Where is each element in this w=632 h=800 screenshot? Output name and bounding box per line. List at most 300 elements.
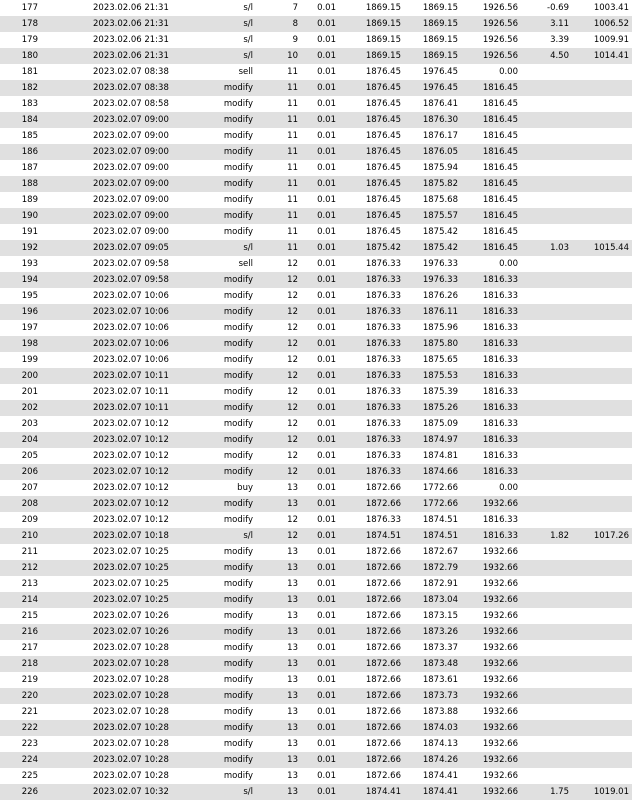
order-cell: 13 [287,547,298,557]
balance-cell [572,640,629,656]
order-cell: 9 [292,35,298,45]
type-cell: s/l [243,51,253,61]
type-cell: modify [223,451,253,461]
row-number-cell: 212 [21,563,38,573]
table-row [0,192,632,208]
row-number-cell: 215 [21,611,38,621]
order-cell: 13 [287,787,298,797]
take-profit-cell: 1816.45 [482,131,518,141]
row-number-cell: 186 [21,147,38,157]
profit-cell [522,608,569,624]
balance-cell [572,768,629,784]
size-cell: 0.01 [317,259,336,269]
stop-loss-cell: 1976.45 [422,83,458,93]
table-row [0,32,632,48]
type-cell: modify [223,419,253,429]
type-cell: sell [238,67,253,77]
type-cell: modify [223,675,253,685]
type-cell: modify [223,307,253,317]
order-cell: 13 [287,739,298,749]
price-cell: 1876.45 [365,67,401,77]
stop-loss-cell: 1976.45 [422,67,458,77]
table-row [0,368,632,384]
time-cell: 2023.02.07 10:25 [93,579,169,589]
stop-loss-cell: 1872.79 [422,563,458,573]
profit-cell [522,208,569,224]
type-cell: modify [223,643,253,653]
table-row [0,720,632,736]
profit-cell [522,624,569,640]
take-profit-cell: 1932.66 [482,611,518,621]
row-number-cell: 185 [21,131,38,141]
type-cell: modify [223,403,253,413]
time-cell: 2023.02.07 09:00 [93,131,169,141]
balance-cell [572,112,629,128]
type-cell: sell [238,259,253,269]
take-profit-cell: 1816.33 [482,403,518,413]
profit-cell [522,192,569,208]
price-cell: 1876.33 [365,515,401,525]
take-profit-cell: 1816.45 [482,179,518,189]
order-cell: 11 [287,99,298,109]
time-cell: 2023.02.07 10:28 [93,755,169,765]
price-cell: 1872.66 [365,723,401,733]
time-cell: 2023.02.07 10:06 [93,291,169,301]
price-cell: 1876.33 [365,387,401,397]
stop-loss-cell: 1869.15 [422,35,458,45]
stop-loss-cell: 1873.15 [422,611,458,621]
type-cell: s/l [243,3,253,13]
take-profit-cell: 1816.45 [482,227,518,237]
stop-loss-cell: 1876.30 [422,115,458,125]
size-cell: 0.01 [317,323,336,333]
type-cell: modify [223,547,253,557]
take-profit-cell: 1816.33 [482,419,518,429]
stop-loss-cell: 1873.88 [422,707,458,717]
order-cell: 13 [287,771,298,781]
price-cell: 1876.45 [365,99,401,109]
row-number-cell: 204 [21,435,38,445]
balance-cell [572,160,629,176]
balance-cell [572,592,629,608]
table-row [0,544,632,560]
stop-loss-cell: 1873.48 [422,659,458,669]
time-cell: 2023.02.07 10:12 [93,483,169,493]
time-cell: 2023.02.07 09:58 [93,259,169,269]
time-cell: 2023.02.07 08:58 [93,99,169,109]
size-cell: 0.01 [317,787,336,797]
balance-cell: 1003.41 [593,3,629,13]
table-row [0,560,632,576]
size-cell: 0.01 [317,739,336,749]
price-cell: 1872.66 [365,627,401,637]
time-cell: 2023.02.07 09:58 [93,275,169,285]
time-cell: 2023.02.07 10:12 [93,419,169,429]
order-cell: 11 [287,227,298,237]
size-cell: 0.01 [317,35,336,45]
price-cell: 1872.66 [365,643,401,653]
order-cell: 12 [287,515,298,525]
table-row [0,320,632,336]
profit-cell: -0.69 [547,3,569,13]
order-cell: 11 [287,147,298,157]
price-cell: 1872.66 [365,755,401,765]
table-row [0,352,632,368]
stop-loss-cell: 1772.66 [422,499,458,509]
take-profit-cell: 1816.33 [482,371,518,381]
size-cell: 0.01 [317,83,336,93]
order-cell: 13 [287,483,298,493]
size-cell: 0.01 [317,723,336,733]
profit-cell: 3.39 [550,35,569,45]
row-number-cell: 177 [21,3,38,13]
stop-loss-cell: 1875.57 [422,211,458,221]
profit-cell [522,432,569,448]
balance-cell [572,656,629,672]
type-cell: modify [223,467,253,477]
order-cell: 13 [287,611,298,621]
profit-cell [522,160,569,176]
size-cell: 0.01 [317,339,336,349]
balance-cell: 1017.26 [593,531,629,541]
order-cell: 12 [287,387,298,397]
stop-loss-cell: 1873.04 [422,595,458,605]
type-cell: s/l [243,35,253,45]
balance-cell [572,432,629,448]
profit-cell [522,544,569,560]
table-row [0,160,632,176]
profit-cell [522,384,569,400]
order-cell: 13 [287,691,298,701]
stop-loss-cell: 1873.61 [422,675,458,685]
take-profit-cell: 1816.33 [482,355,518,365]
type-cell: modify [223,755,253,765]
type-cell: modify [223,323,253,333]
balance-cell [572,384,629,400]
price-cell: 1872.66 [365,483,401,493]
balance-cell [572,544,629,560]
take-profit-cell: 1816.33 [482,451,518,461]
size-cell: 0.01 [317,3,336,13]
table-row [0,576,632,592]
order-cell: 12 [287,371,298,381]
profit-cell [522,304,569,320]
type-cell: modify [223,115,253,125]
time-cell: 2023.02.07 09:05 [93,243,169,253]
table-row [0,112,632,128]
time-cell: 2023.02.07 10:26 [93,627,169,637]
price-cell: 1872.66 [365,659,401,669]
table-row [0,768,632,784]
stop-loss-cell: 1875.96 [422,323,458,333]
row-number-cell: 184 [21,115,38,125]
take-profit-cell: 1816.33 [482,275,518,285]
stop-loss-cell: 1875.53 [422,371,458,381]
type-cell: modify [223,163,253,173]
balance-cell [572,736,629,752]
size-cell: 0.01 [317,483,336,493]
size-cell: 0.01 [317,243,336,253]
take-profit-cell: 1816.45 [482,115,518,125]
profit-cell [522,768,569,784]
size-cell: 0.01 [317,675,336,685]
price-cell: 1876.33 [365,339,401,349]
balance-cell [572,64,629,80]
balance-cell [572,416,629,432]
take-profit-cell: 1816.45 [482,211,518,221]
order-cell: 12 [287,291,298,301]
type-cell: buy [237,483,253,493]
balance-cell [572,752,629,768]
balance-cell: 1014.41 [593,51,629,61]
type-cell: modify [223,611,253,621]
stop-loss-cell: 1873.26 [422,627,458,637]
profit-cell [522,272,569,288]
size-cell: 0.01 [317,691,336,701]
row-number-cell: 205 [21,451,38,461]
size-cell: 0.01 [317,499,336,509]
type-cell: modify [223,147,253,157]
size-cell: 0.01 [317,771,336,781]
row-number-cell: 180 [21,51,38,61]
type-cell: modify [223,195,253,205]
price-cell: 1876.45 [365,195,401,205]
size-cell: 0.01 [317,403,336,413]
stop-loss-cell: 1874.81 [422,451,458,461]
price-cell: 1876.33 [365,275,401,285]
profit-cell [522,64,569,80]
type-cell: s/l [243,531,253,541]
size-cell: 0.01 [317,643,336,653]
type-cell: modify [223,387,253,397]
price-cell: 1872.66 [365,563,401,573]
order-cell: 13 [287,499,298,509]
row-number-cell: 224 [21,755,38,765]
row-number-cell: 216 [21,627,38,637]
type-cell: modify [223,691,253,701]
balance-cell [572,368,629,384]
time-cell: 2023.02.07 10:28 [93,707,169,717]
take-profit-cell: 1932.66 [482,659,518,669]
size-cell: 0.01 [317,451,336,461]
price-cell: 1872.66 [365,691,401,701]
order-cell: 13 [287,643,298,653]
row-number-cell: 211 [21,547,38,557]
profit-cell: 3.11 [550,19,569,29]
row-number-cell: 188 [21,179,38,189]
type-cell: modify [223,515,253,525]
row-number-cell: 207 [21,483,38,493]
stop-loss-cell: 1874.41 [422,771,458,781]
row-number-cell: 222 [21,723,38,733]
take-profit-cell: 1816.33 [482,339,518,349]
type-cell: modify [223,579,253,589]
time-cell: 2023.02.07 10:11 [93,387,169,397]
take-profit-cell: 1816.45 [482,163,518,173]
time-cell: 2023.02.07 09:00 [93,211,169,221]
time-cell: 2023.02.07 08:38 [93,67,169,77]
row-number-cell: 190 [21,211,38,221]
profit-cell [522,656,569,672]
row-number-cell: 214 [21,595,38,605]
balance-cell: 1019.01 [593,787,629,797]
order-cell: 12 [287,435,298,445]
table-row [0,240,632,256]
price-cell: 1876.45 [365,211,401,221]
balance-cell [572,560,629,576]
size-cell: 0.01 [317,51,336,61]
time-cell: 2023.02.07 10:28 [93,723,169,733]
stop-loss-cell: 1875.65 [422,355,458,365]
table-row [0,752,632,768]
time-cell: 2023.02.07 09:00 [93,115,169,125]
balance-cell [572,672,629,688]
table-row [0,208,632,224]
row-number-cell: 199 [21,355,38,365]
time-cell: 2023.02.06 21:31 [93,51,169,61]
time-cell: 2023.02.07 10:26 [93,611,169,621]
table-row [0,496,632,512]
table-row [0,464,632,480]
type-cell: s/l [243,19,253,29]
profit-cell [522,416,569,432]
row-number-cell: 206 [21,467,38,477]
size-cell: 0.01 [317,163,336,173]
size-cell: 0.01 [317,563,336,573]
order-cell: 12 [287,451,298,461]
order-cell: 12 [287,275,298,285]
table-row [0,704,632,720]
order-cell: 13 [287,563,298,573]
type-cell: modify [223,339,253,349]
profit-cell [522,288,569,304]
type-cell: modify [223,355,253,365]
time-cell: 2023.02.07 09:00 [93,195,169,205]
type-cell: modify [223,227,253,237]
take-profit-cell: 1816.33 [482,515,518,525]
size-cell: 0.01 [317,627,336,637]
size-cell: 0.01 [317,179,336,189]
balance-cell [572,448,629,464]
stop-loss-cell: 1875.42 [422,227,458,237]
row-number-cell: 195 [21,291,38,301]
size-cell: 0.01 [317,131,336,141]
price-cell: 1872.66 [365,771,401,781]
take-profit-cell: 1816.33 [482,531,518,541]
price-cell: 1876.33 [365,307,401,317]
table-row [0,384,632,400]
order-cell: 12 [287,531,298,541]
price-cell: 1876.33 [365,435,401,445]
row-number-cell: 193 [21,259,38,269]
order-cell: 12 [287,355,298,365]
table-row [0,416,632,432]
table-row [0,16,632,32]
price-cell: 1876.33 [365,355,401,365]
time-cell: 2023.02.07 10:06 [93,323,169,333]
balance-cell [572,192,629,208]
time-cell: 2023.02.06 21:31 [93,19,169,29]
time-cell: 2023.02.07 10:12 [93,467,169,477]
table-row [0,0,632,16]
type-cell: modify [223,595,253,605]
take-profit-cell: 1932.66 [482,787,518,797]
price-cell: 1876.33 [365,323,401,333]
size-cell: 0.01 [317,227,336,237]
price-cell: 1874.51 [365,531,401,541]
profit-cell: 1.75 [550,787,569,797]
take-profit-cell: 1932.66 [482,499,518,509]
take-profit-cell: 0.00 [499,67,518,77]
stop-loss-cell: 1874.66 [422,467,458,477]
profit-cell [522,176,569,192]
size-cell: 0.01 [317,659,336,669]
time-cell: 2023.02.07 09:00 [93,179,169,189]
balance-cell [572,512,629,528]
table-row [0,640,632,656]
take-profit-cell: 1932.66 [482,723,518,733]
take-profit-cell: 1932.66 [482,595,518,605]
price-cell: 1876.33 [365,467,401,477]
order-cell: 13 [287,659,298,669]
take-profit-cell: 1926.56 [482,51,518,61]
order-cell: 12 [287,403,298,413]
order-cell: 12 [287,307,298,317]
type-cell: s/l [243,243,253,253]
take-profit-cell: 1816.33 [482,291,518,301]
size-cell: 0.01 [317,515,336,525]
balance-cell [572,272,629,288]
profit-cell [522,352,569,368]
time-cell: 2023.02.06 21:31 [93,35,169,45]
price-cell: 1876.45 [365,115,401,125]
take-profit-cell: 1926.56 [482,19,518,29]
price-cell: 1869.15 [365,35,401,45]
price-cell: 1869.15 [365,19,401,29]
order-cell: 10 [287,51,298,61]
price-cell: 1872.66 [365,595,401,605]
profit-cell [522,480,569,496]
profit-cell [522,576,569,592]
price-cell: 1876.45 [365,147,401,157]
take-profit-cell: 1816.33 [482,307,518,317]
profit-cell [522,640,569,656]
size-cell: 0.01 [317,755,336,765]
time-cell: 2023.02.07 10:28 [93,643,169,653]
type-cell: modify [223,275,253,285]
table-row [0,512,632,528]
profit-cell [522,752,569,768]
price-cell: 1876.33 [365,371,401,381]
profit-cell [522,672,569,688]
type-cell: modify [223,563,253,573]
stop-loss-cell: 1872.67 [422,547,458,557]
order-cell: 13 [287,675,298,685]
table-row [0,736,632,752]
row-number-cell: 226 [21,787,38,797]
price-cell: 1876.33 [365,451,401,461]
balance-cell: 1006.52 [593,19,629,29]
table-row [0,528,632,544]
stop-loss-cell: 1874.03 [422,723,458,733]
time-cell: 2023.02.07 08:38 [93,83,169,93]
profit-cell [522,144,569,160]
stop-loss-cell: 1875.68 [422,195,458,205]
type-cell: modify [223,739,253,749]
size-cell: 0.01 [317,371,336,381]
balance-cell [572,224,629,240]
order-cell: 11 [287,211,298,221]
